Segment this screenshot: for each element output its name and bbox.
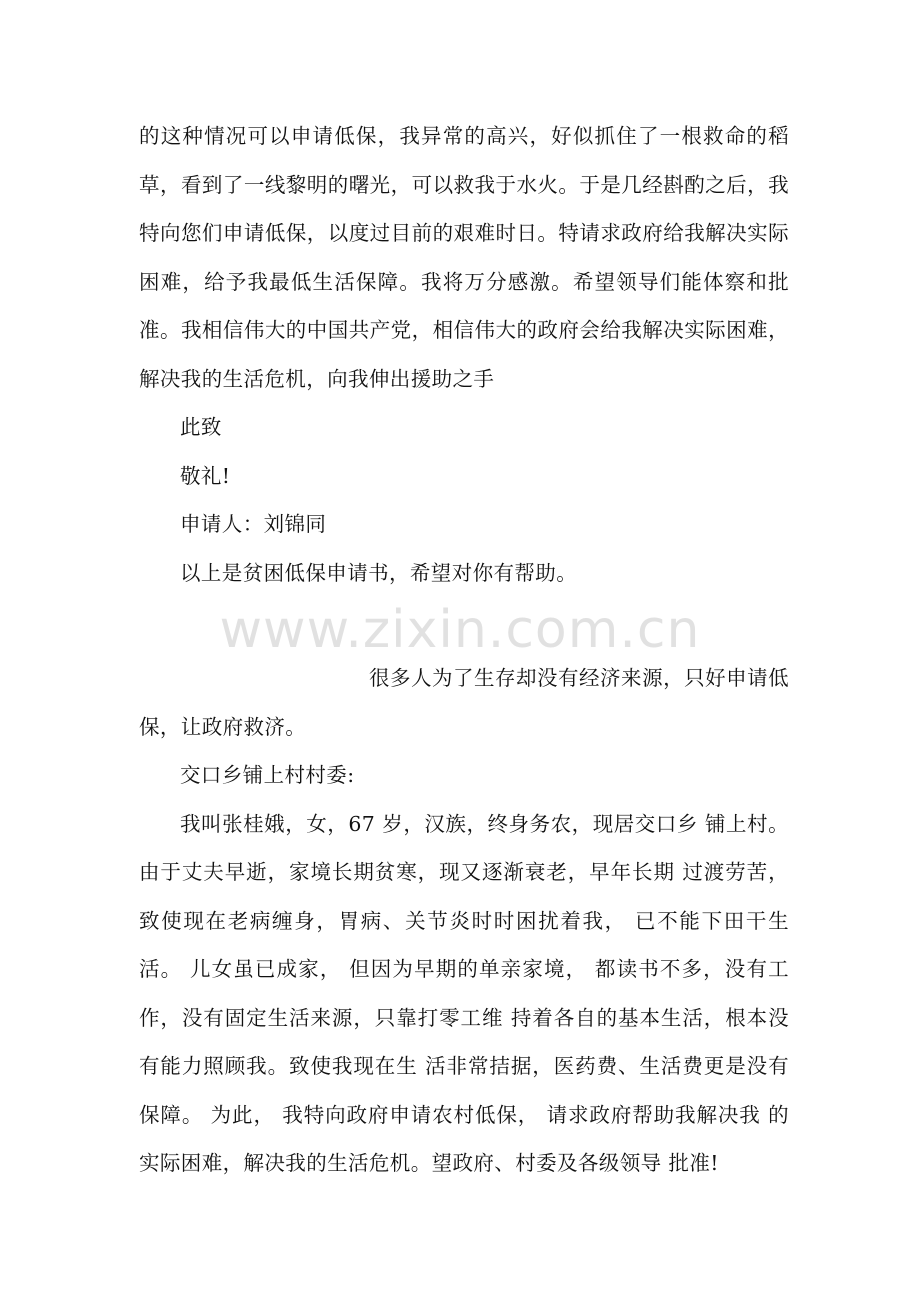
salutation-line: 交口乡铺上村村委: (180, 763, 355, 787)
watermark-text: www.zixin.com.cn (219, 600, 701, 660)
summary-note: 以上是贫困低保申请书，希望对你有帮助。 (180, 560, 578, 585)
signature-line: 申请人：刘锦同 (180, 512, 327, 536)
letter-body-paragraph: 的这种情况可以申请低保，我异常的高兴，好似抓住了一根救命的稻草，看到了一线黎明的曙光，可以救我于水火。于是几经斟酌之后，我特向您们申请低保，以度过目前的艰难时日。特请求政府给我解决实际困难，给予我最低生活保障。我将万分感激。希望领导们能体察和批准。我相信伟大的中国共产党，相信伟大的政府会给我解决实际困难，解决我的生活危机，向我伸出援助之手 (139, 124, 789, 391)
closing-line-2: 敬礼! (180, 463, 231, 488)
letter-body-paragraph-2: 我叫张桂娥，女，67 岁，汉族，终身务农，现居交口乡 铺上村。由于丈夫早逝，家境长期贫寒，现又逐渐衰老，早年长期 过渡劳苦，致使现在老病缠身，胃病、关节炎时时困扰着我， 已不能下田干生活。 儿女虽已成家， 但因为早期的单亲家境， 都读书不多，没有工作，没有固定生活来源，只靠打零工维 持着各自的基本生活，根本没有能力照顾我。致使我现在生 活非常拮据，医药费、生活费更是没有保障。 为此， 我特向政府申请农村低保， 请求政府帮助我解决我 的实际困难，解决我的生活危机。望政府、村委及各级领导 批准! (139, 811, 789, 1175)
closing-line-1: 此致 (180, 415, 222, 439)
application-letter-1 (139, 112, 789, 597)
intro-paragraph: 很多人为了生存却没有经济来源，只好申请低保，让政府救济。 (139, 666, 789, 739)
application-letter-2 (139, 654, 789, 1188)
